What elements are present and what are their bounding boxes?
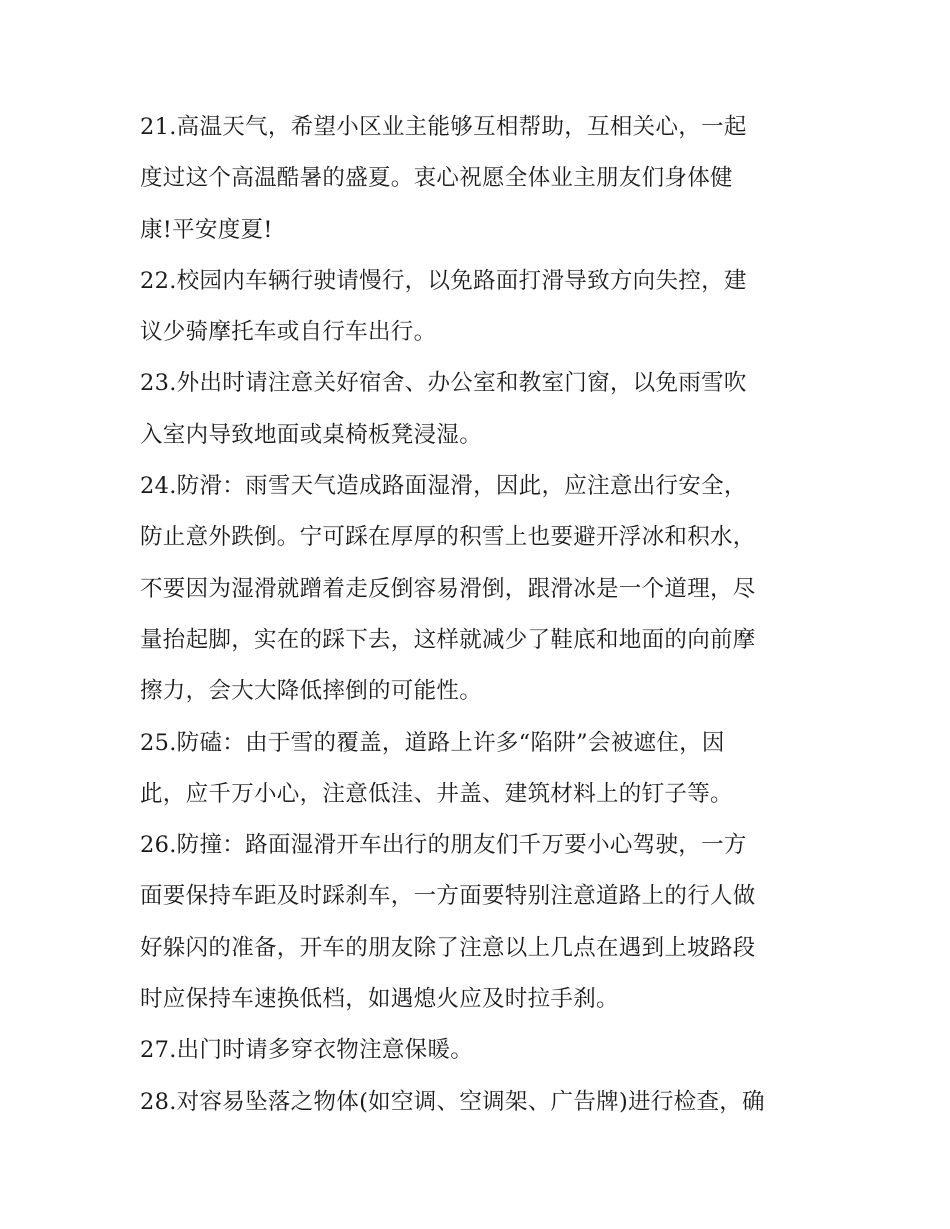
text-line: 入室内导致地面或桌椅板凳浸湿。 — [140, 421, 483, 448]
text-line: 21.高温天气，希望小区业主能够互相帮助，互相关心，一起 — [140, 114, 747, 140]
text-line: 27.出门时请多穿衣物注意保暖。 — [140, 1037, 474, 1064]
text-line: 24.防滑：雨雪天气造成路面湿滑，因此，应注意出行安全， — [140, 473, 747, 500]
text-line: 擦力，会大大降低摔倒的可能性。 — [140, 678, 483, 705]
text-line: 议少骑摩托车或自行车出行。 — [140, 319, 437, 346]
text-line: 量抬起脚，实在的踩下去，这样就减少了鞋底和地面的向前摩 — [140, 626, 756, 653]
text-line: 好躲闪的准备，开车的朋友除了注意以上几点在遇到上坡路段 — [140, 934, 756, 961]
document-body — [140, 102, 820, 1128]
text-line: 康!平安度夏! — [140, 216, 273, 243]
text-line: 防止意外跌倒。宁可踩在厚厚的积雪上也要避开浮冰和积水， — [140, 524, 756, 551]
text-line: 度过这个高温酷暑的盛夏。衷心祝愿全体业主朋友们身体健 — [140, 165, 733, 192]
text-line: 26.防撞：路面湿滑开车出行的朋友们千万要小心驾驶，一方 — [140, 832, 747, 859]
text-line: 22.校园内车辆行驶请慢行，以免路面打滑导致方向失控，建 — [140, 267, 747, 294]
text-line: 25.防磕：由于雪的覆盖，道路上许多“陷阱”会被遮住，因 — [140, 729, 725, 756]
text-line: 时应保持车速换低档，如遇熄火应及时拉手刹。 — [140, 986, 619, 1013]
text-line: 28.对容易坠落之物体(如空调、空调架、广告牌)进行检查，确 — [140, 1088, 765, 1115]
text-line: 23.外出时请注意关好宿舍、办公室和教室门窗，以免雨雪吹 — [140, 370, 747, 397]
text-line: 不要因为湿滑就蹭着走反倒容易滑倒，跟滑冰是一个道理，尽 — [140, 575, 756, 602]
text-line: 此，应千万小心，注意低洼、井盖、建筑材料上的钉子等。 — [140, 780, 733, 807]
text-line: 面要保持车距及时踩刹车，一方面要特别注意道路上的行人做 — [140, 883, 756, 910]
